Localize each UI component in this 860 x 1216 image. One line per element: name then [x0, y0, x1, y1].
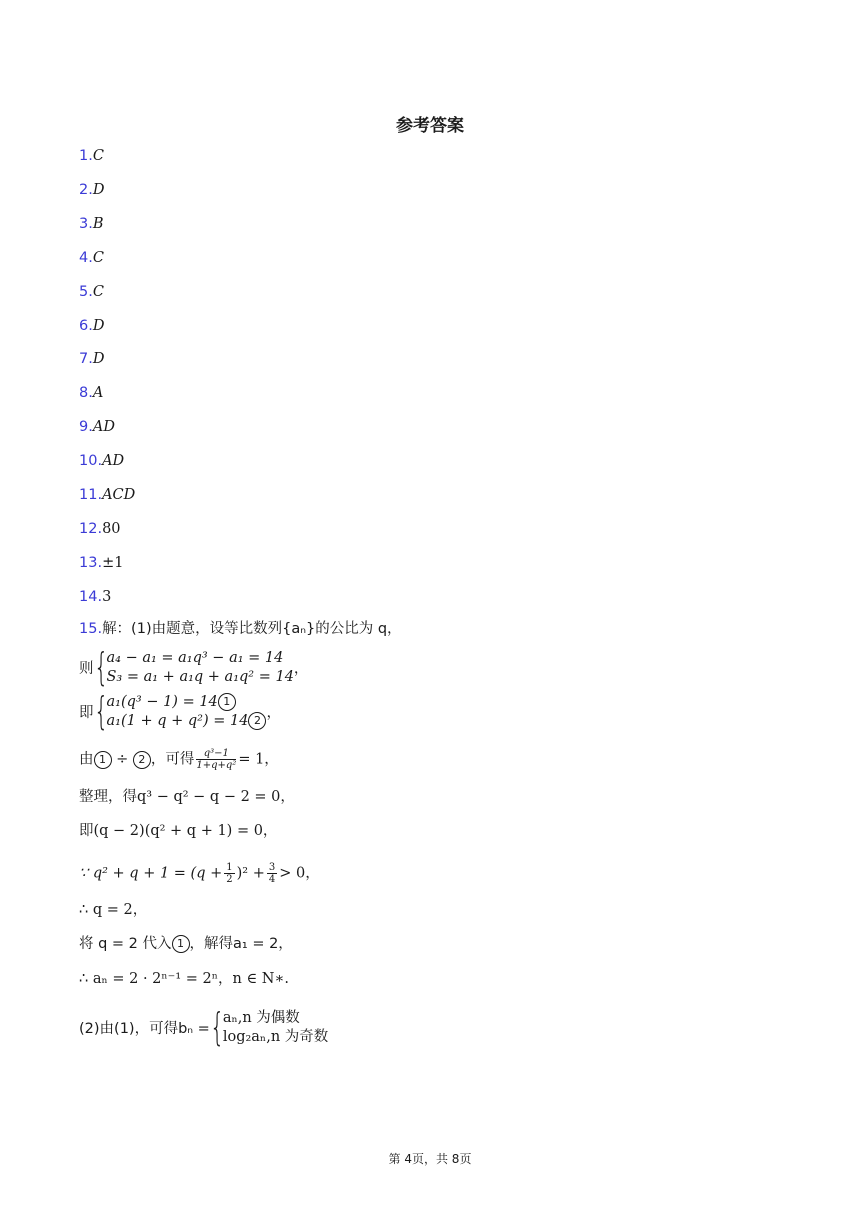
- answer-value: 3: [102, 588, 112, 605]
- answer-value: AD: [102, 453, 125, 470]
- answer-value: ACD: [102, 487, 136, 503]
- answer-row: [79, 554, 123, 572]
- q15-system-1: [79, 645, 309, 689]
- left-brace-icon: {: [93, 645, 109, 689]
- answer-number: 1.: [79, 148, 93, 164]
- q15-number: 15.: [79, 621, 103, 637]
- part2-row2: log₂aₙ,n 为奇数: [222, 1028, 329, 1045]
- circled-1-icon: 1: [218, 693, 236, 711]
- answer-row: [79, 588, 111, 606]
- answer-row: [79, 317, 104, 335]
- answer-number: 3.: [79, 215, 93, 232]
- answer-number: 9.: [79, 419, 93, 436]
- answer-row: [79, 384, 103, 402]
- answer-value: C: [92, 148, 104, 164]
- circled-1-icon: 1: [172, 935, 190, 953]
- answer-number: 6.: [79, 317, 93, 334]
- circled-1-icon: 1: [94, 751, 112, 769]
- q15-part2: (2)由(1)，可得bₙ = { aₙ,n 为偶数 log₂aₙ,n 为奇数: [79, 1005, 329, 1049]
- q15-simplify-line: 整理，得q³ − q² − q − 2 = 0，: [79, 789, 295, 805]
- answer-row: [79, 249, 104, 267]
- answer-number: 2.: [79, 181, 93, 198]
- answer-value: C: [92, 249, 104, 266]
- page-footer: 第 4页，共 8页: [388, 1152, 472, 1166]
- q15-because-line: ∵ q² + q + 1 = (q + $\frac{1}{2}$ )² + $\frac{3}{4}$ > 0，: [79, 862, 320, 885]
- answer-value: AD: [92, 419, 115, 436]
- circled-2-icon: 2: [248, 712, 266, 730]
- answer-value: D: [92, 181, 105, 198]
- q15-factor-line: 即(q − 2)(q² + q + 1) = 0，: [79, 823, 278, 839]
- answer-number: 10.: [79, 453, 103, 470]
- answer-value: B: [92, 215, 104, 232]
- answer-row: [79, 181, 104, 199]
- q15-an-line: ∴ aₙ = 2 · 2ⁿ⁻¹ = 2ⁿ，n ∈ N∗.: [79, 971, 289, 987]
- sys2-row2: a₁(1 + q + q²) = 14 2: [107, 712, 267, 730]
- answer-row: [79, 350, 104, 368]
- q15-intro: 解：(1)由题意，设等比数列{aₙ}的公比为 q，: [102, 621, 402, 637]
- answer-number: 5.: [79, 283, 93, 300]
- sys1-comma: ，: [293, 660, 309, 677]
- q15-therefore-q: ∴ q = 2，: [79, 902, 148, 918]
- sys2-row1: a₁(q³ − 1) = 14 1: [107, 693, 267, 711]
- sys1-row2: S₃ = a₁ + a₁q + a₁q² = 14: [106, 668, 294, 685]
- answer-row: [79, 486, 135, 504]
- fraction: $\frac{\text{q³−1}}{\text{1+q+q²}}$: [196, 748, 237, 771]
- sys1-row1: a₄ − a₁ = a₁q³ − a₁ = 14: [106, 649, 284, 666]
- answer-number: 13.: [79, 554, 103, 571]
- answer-value: 80: [102, 520, 121, 537]
- page-title: 参考答案: [396, 116, 464, 136]
- ji-label: 即: [79, 704, 94, 721]
- then-label: 则: [79, 660, 94, 677]
- answer-row: [79, 418, 115, 436]
- circled-2-icon: 2: [133, 751, 151, 769]
- answer-number: 8.: [79, 385, 93, 402]
- answer-number: 4.: [79, 249, 93, 266]
- answer-value: C: [92, 283, 104, 300]
- answer-row: [79, 283, 104, 301]
- left-brace-icon: {: [93, 689, 109, 733]
- answer-number: 7.: [79, 351, 93, 368]
- answer-value: D: [92, 351, 105, 368]
- answer-number: 11.: [79, 487, 103, 503]
- part2-row1: aₙ,n 为偶数: [222, 1009, 300, 1026]
- left-brace-icon: {: [209, 1005, 225, 1049]
- answer-row: [79, 147, 104, 165]
- q15-division-line: 由 1 ÷ 2 ，可得 $\frac{\text{q³−1}}{\text{1+q+q²}}$ = 1，: [79, 748, 279, 771]
- sys2-comma: ，: [266, 704, 281, 721]
- answer-row: [79, 452, 124, 470]
- answer-value: ±1: [102, 554, 124, 571]
- q15-intro-line: [79, 620, 402, 638]
- q15-system-2: [79, 689, 281, 733]
- answer-value: D: [92, 317, 105, 334]
- answer-number: 12.: [79, 520, 103, 537]
- fraction-three-quarters: $\frac{3}{4}$: [268, 862, 276, 885]
- answer-row: [79, 215, 104, 233]
- answer-row: [79, 520, 121, 538]
- answer-value: A: [92, 385, 104, 402]
- q15-substitute-line: 将 q = 2 代入 1 ，解得a₁ = 2，: [79, 936, 293, 952]
- fraction-half: $\frac{1}{2}$: [226, 862, 233, 885]
- answer-number: 14.: [79, 588, 103, 605]
